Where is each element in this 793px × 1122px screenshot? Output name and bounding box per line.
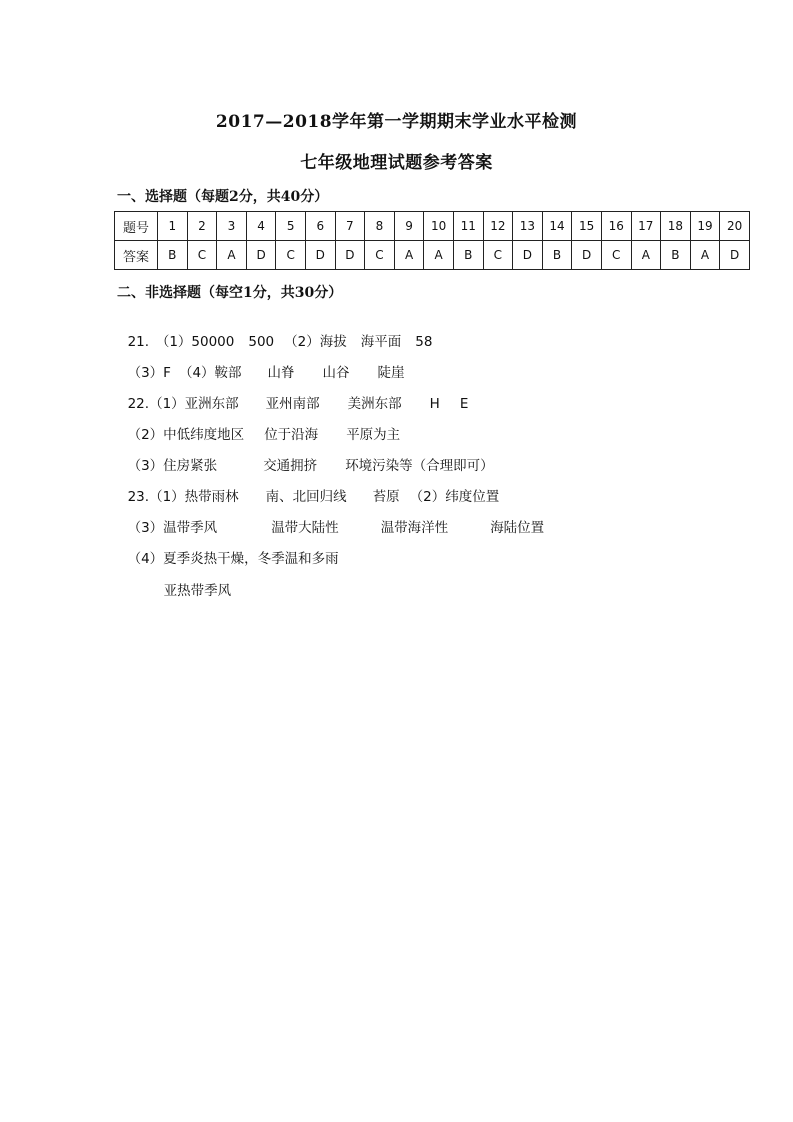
question-number-cell: 8 <box>365 212 395 241</box>
answer-item: 山脊 <box>267 365 295 381</box>
answer-cell: C <box>187 241 217 270</box>
table-header-question-number: 题号 <box>115 212 158 241</box>
answer-item: 海陆位置 <box>490 520 545 536</box>
answer-item: 亚州南部 <box>265 396 320 412</box>
answer-cell: B <box>158 241 188 270</box>
answer-item: 22.（1）亚洲东部 <box>127 396 239 412</box>
answer-item: 位于沿海 <box>264 427 319 443</box>
answer-cell: D <box>246 241 276 270</box>
question-number-cell: 13 <box>513 212 543 241</box>
table-header-answer: 答案 <box>115 241 158 270</box>
answer-item: 南、北回归线 <box>265 489 347 505</box>
answer-item: 苔原 <box>372 489 400 505</box>
answer-item: 陡崖 <box>377 365 405 381</box>
answer-cell: D <box>720 241 750 270</box>
answer-item: 交通拥挤 <box>263 458 318 474</box>
question-number-cell: 12 <box>483 212 513 241</box>
document-title: 2017—2018学年第一学期期末学业水平检测 <box>215 112 578 132</box>
question-number-cell: 16 <box>601 212 631 241</box>
answer-cell: A <box>394 241 424 270</box>
question-number-cell: 11 <box>453 212 483 241</box>
answer-cell: C <box>483 241 513 270</box>
answer-cell: A <box>631 241 661 270</box>
answer-item: 500 <box>248 334 275 350</box>
question-number-cell: 10 <box>424 212 454 241</box>
table-row-question-numbers <box>115 212 750 241</box>
question-number-cell: 9 <box>394 212 424 241</box>
answer-item: 温带大陆性 <box>271 520 339 536</box>
table-row-answers <box>115 241 750 270</box>
answer-item: E <box>459 396 469 412</box>
answer-item: （4）鞍部 <box>178 365 242 381</box>
answer-item: （2）纬度位置 <box>409 489 500 505</box>
question-number-cell: 5 <box>276 212 306 241</box>
answer-item: 海平面 <box>360 334 402 350</box>
document-subtitle: 七年级地理试题参考答案 <box>300 153 493 173</box>
answer-item: 23.（1）热带雨林 <box>127 489 239 505</box>
question-number-cell: 15 <box>572 212 602 241</box>
answer-cell: D <box>335 241 365 270</box>
answer-item: 58 <box>415 334 433 350</box>
question-number-cell: 14 <box>542 212 572 241</box>
answer-cell: D <box>305 241 335 270</box>
answer-item: （4）夏季炎热干燥，冬季温和多雨 <box>127 551 339 567</box>
question-number-cell: 18 <box>661 212 691 241</box>
answer-cell: D <box>513 241 543 270</box>
section-non-choice-heading: 二、非选择题（每空1分，共30分） <box>117 285 343 301</box>
question-number-cell: 7 <box>335 212 365 241</box>
answer-cell: B <box>542 241 572 270</box>
answer-table <box>114 211 750 270</box>
answer-line-23-d <box>155 563 231 599</box>
question-number-cell: 6 <box>305 212 335 241</box>
answer-item: 山谷 <box>322 365 350 381</box>
answer-cell: B <box>661 241 691 270</box>
question-number-cell: 20 <box>720 212 750 241</box>
answer-item: 平原为主 <box>346 427 401 443</box>
answer-item: 亚热带季风 <box>163 583 232 599</box>
answer-item: 温带海洋性 <box>380 520 449 536</box>
answer-item: （2）中低纬度地区 <box>127 427 245 443</box>
section-multiple-choice-heading: 一、选择题（每题2分，共40分） <box>117 189 329 205</box>
answer-cell: A <box>217 241 247 270</box>
answer-item: 美洲东部 <box>347 396 402 412</box>
answer-cell: C <box>365 241 395 270</box>
question-number-cell: 17 <box>631 212 661 241</box>
answer-cell: A <box>690 241 720 270</box>
answer-item: （3）F <box>127 365 171 381</box>
question-number-cell: 1 <box>158 212 188 241</box>
question-number-cell: 2 <box>187 212 217 241</box>
answer-cell: B <box>453 241 483 270</box>
question-number-cell: 4 <box>246 212 276 241</box>
answer-item: （3）温带季风 <box>127 520 218 536</box>
answer-item: （2）海拔 <box>284 334 347 350</box>
question-number-cell: 3 <box>217 212 247 241</box>
answer-item: 环境污染等（合理即可） <box>345 458 494 474</box>
answer-cell: C <box>276 241 306 270</box>
answer-item: H <box>429 396 440 412</box>
answer-item: 21. （1）50000 <box>127 334 235 350</box>
answer-line-23-c <box>119 531 339 567</box>
question-number-cell: 19 <box>690 212 720 241</box>
answer-cell: C <box>601 241 631 270</box>
answer-cell: A <box>424 241 454 270</box>
answer-cell: D <box>572 241 602 270</box>
answer-item: （3）住房紧张 <box>127 458 218 474</box>
